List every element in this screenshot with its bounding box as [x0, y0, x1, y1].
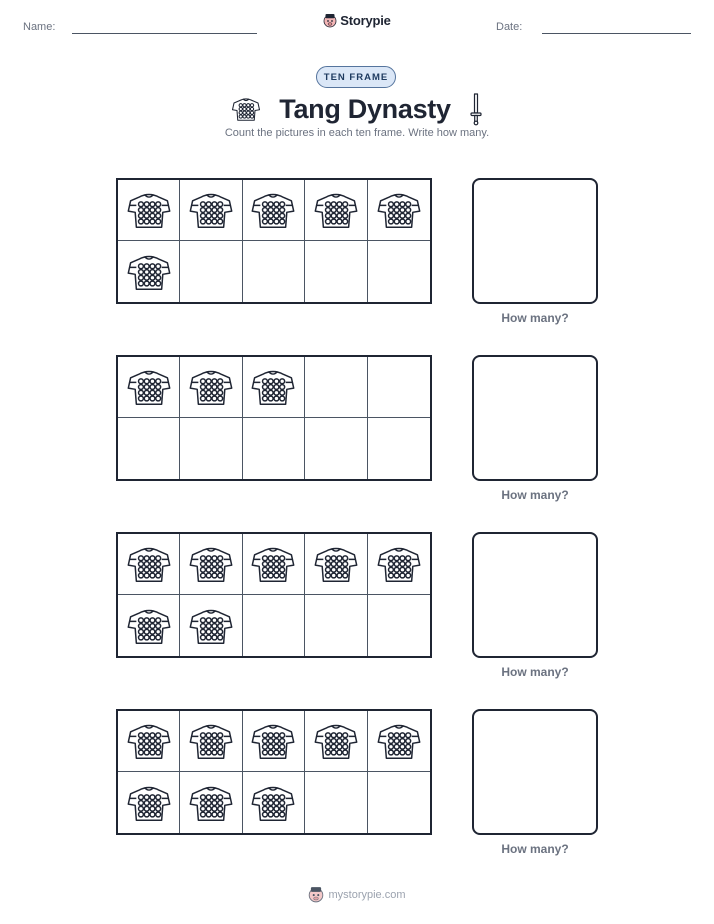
ten-frame-cell [368, 180, 430, 241]
armor-icon [250, 541, 296, 587]
how-many-label: How many? [501, 311, 569, 325]
answer-box[interactable] [472, 532, 598, 658]
armor-icon [188, 780, 234, 826]
ten-frame-cell [243, 772, 305, 833]
armor-icon [126, 780, 172, 826]
ten-frame-cell [305, 534, 367, 595]
armor-icon [126, 541, 172, 587]
armor-icon [126, 603, 172, 649]
ten-frame-cell [243, 711, 305, 772]
ten-frame-cell [118, 772, 180, 833]
ten-frame-cell [118, 357, 180, 418]
ten-frame-cell [305, 595, 367, 656]
ten-frame-cell [368, 772, 430, 833]
armor-icon [376, 187, 422, 233]
ten-frame-cell [118, 534, 180, 595]
ten-frame-cell [305, 241, 367, 302]
ten-frame-cell [368, 711, 430, 772]
brand-name: Storypie [340, 13, 391, 28]
date-label: Date: [496, 21, 523, 33]
armor-icon [188, 364, 234, 410]
ten-frame-cell [180, 534, 242, 595]
ten-frame [116, 532, 432, 658]
ten-frame-cell [180, 357, 242, 418]
brand-logo [0, 13, 714, 33]
answer-box[interactable] [472, 709, 598, 835]
ten-frame-cell [243, 357, 305, 418]
how-many-label: How many? [501, 842, 569, 856]
footer-url: mystorypie.com [328, 888, 406, 901]
armor-icon [231, 94, 261, 124]
armor-icon [250, 780, 296, 826]
armor-icon [126, 718, 172, 764]
ten-frame-cell [118, 241, 180, 302]
armor-icon [188, 718, 234, 764]
ten-frame [116, 178, 432, 304]
ten-frame-cell [118, 180, 180, 241]
answer-box[interactable] [472, 178, 598, 304]
pig-mascot-icon [308, 886, 324, 903]
ten-frame-cell [118, 595, 180, 656]
how-many-label: How many? [501, 665, 569, 679]
ten-frame-cell [180, 595, 242, 656]
ten-frame-cell [180, 772, 242, 833]
ten-frame-cell [305, 711, 367, 772]
title-row [0, 89, 714, 129]
ten-frame-cell [180, 180, 242, 241]
ten-frame [116, 709, 432, 835]
ten-frame-cell [305, 772, 367, 833]
ten-frame-cell [180, 241, 242, 302]
name-label: Name: [23, 21, 56, 33]
armor-icon [188, 603, 234, 649]
armor-icon [188, 187, 234, 233]
armor-icon [188, 541, 234, 587]
ten-frame-cell [305, 180, 367, 241]
ten-frame [116, 355, 432, 481]
sword-icon [469, 92, 483, 126]
armor-icon [126, 364, 172, 410]
ten-frame-cell [243, 534, 305, 595]
instructions: Count the pictures in each ten frame. Write how many. [224, 127, 490, 139]
ten-frame-cell [368, 595, 430, 656]
ten-frame-badge: TEN FRAME [316, 66, 396, 88]
pig-mascot-icon [323, 13, 337, 28]
ten-frame-cell [180, 711, 242, 772]
armor-icon [126, 187, 172, 233]
armor-icon [250, 718, 296, 764]
armor-icon [250, 187, 296, 233]
armor-icon [313, 541, 359, 587]
page-title: Tang Dynasty [279, 93, 451, 124]
name-line[interactable] [72, 33, 257, 34]
ten-frame-cell [243, 180, 305, 241]
footer [0, 886, 714, 908]
ten-frame-cell [243, 595, 305, 656]
ten-frame-cell [368, 418, 430, 479]
armor-icon [313, 718, 359, 764]
ten-frame-cell [243, 418, 305, 479]
armor-icon [376, 541, 422, 587]
ten-frame-cell [180, 418, 242, 479]
ten-frame-cell [305, 357, 367, 418]
armor-icon [126, 249, 172, 295]
ten-frame-cell [118, 711, 180, 772]
ten-frame-cell [368, 534, 430, 595]
ten-frame-cell [368, 241, 430, 302]
how-many-label: How many? [501, 488, 569, 502]
armor-icon [250, 364, 296, 410]
ten-frame-cell [305, 418, 367, 479]
answer-box[interactable] [472, 355, 598, 481]
ten-frame-cell [368, 357, 430, 418]
armor-icon [313, 187, 359, 233]
date-line[interactable] [542, 33, 691, 34]
armor-icon [376, 718, 422, 764]
ten-frame-cell [243, 241, 305, 302]
ten-frame-cell [118, 418, 180, 479]
